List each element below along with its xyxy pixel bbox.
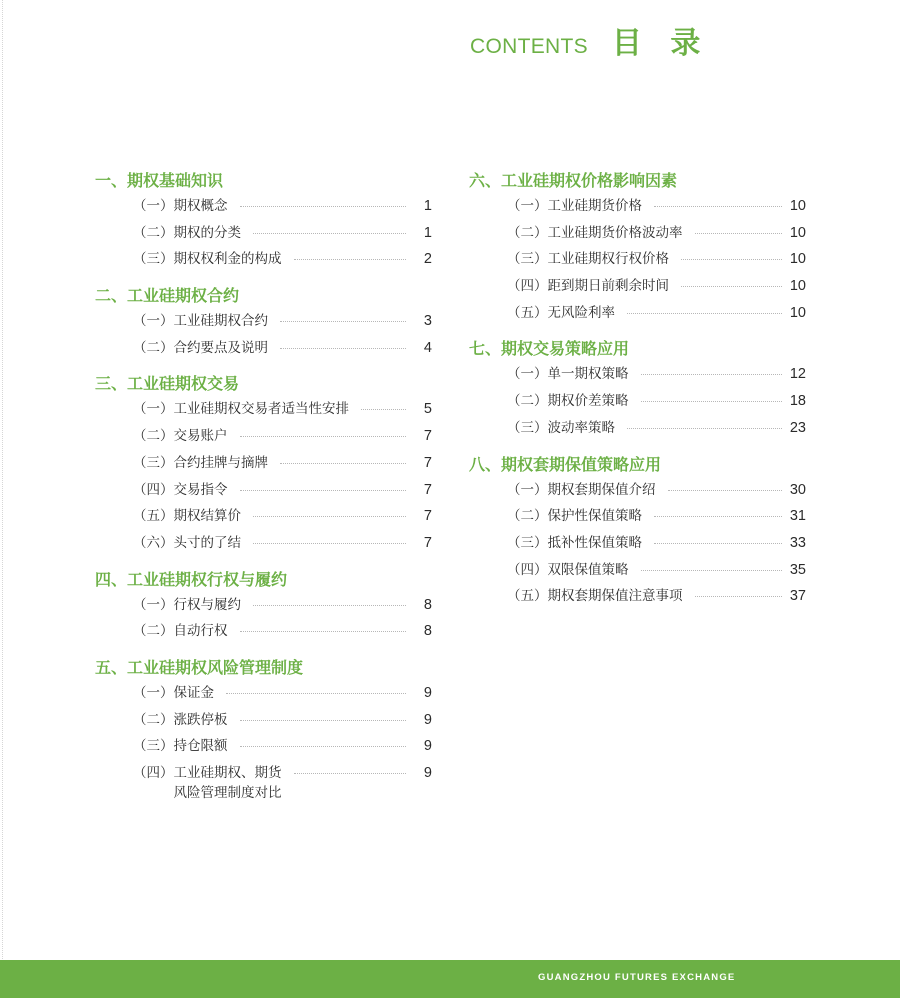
- toc-dot-leader: [253, 516, 406, 517]
- toc-dot-leader: [654, 516, 782, 517]
- toc-dot-leader: [253, 233, 406, 234]
- toc-entry[interactable]: [469, 506, 806, 533]
- toc-entry[interactable]: [95, 311, 432, 338]
- toc-dot-leader: [294, 259, 407, 260]
- toc-section-title[interactable]: 三、工业硅期权交易: [95, 374, 240, 394]
- toc-page-number: 7: [423, 534, 432, 551]
- toc-dot-leader: [240, 206, 407, 207]
- toc-dot-leader: [641, 570, 783, 571]
- toc-entry[interactable]: [95, 223, 432, 250]
- toc-page-number: 35: [789, 561, 806, 578]
- toc-page-number: 9: [423, 711, 432, 728]
- toc-entry[interactable]: [469, 303, 806, 330]
- contents-header: [470, 18, 709, 62]
- toc-entry-label: （一）行权与履约: [133, 596, 241, 613]
- toc-dot-leader: [654, 543, 782, 544]
- toc-entry[interactable]: [469, 533, 806, 560]
- toc-section: [95, 567, 432, 648]
- toc-dot-leader: [681, 259, 782, 260]
- toc-page-number: 23: [789, 419, 806, 436]
- toc-page-number: 8: [423, 596, 432, 613]
- toc-entry-label: （三）波动率策略: [507, 419, 615, 436]
- toc-dot-leader: [280, 348, 406, 349]
- toc-page-number: 3: [423, 313, 432, 330]
- toc-entry[interactable]: [95, 595, 432, 622]
- toc-page-number: 7: [423, 508, 432, 525]
- toc-dot-leader: [240, 720, 407, 721]
- toc-entry[interactable]: [469, 480, 806, 507]
- toc-section: [95, 168, 432, 276]
- toc-section-title[interactable]: 五、工业硅期权风险管理制度: [95, 657, 304, 677]
- toc-dot-leader: [253, 543, 406, 544]
- toc-entry[interactable]: [469, 223, 806, 250]
- toc-entry-label: （五）无风险利率: [507, 304, 615, 321]
- toc-dot-leader: [627, 428, 782, 429]
- toc-entry-label: （二）期权价差策略: [507, 393, 629, 410]
- toc-dot-leader: [668, 490, 783, 491]
- toc-page-number: 4: [423, 339, 432, 356]
- toc-entry[interactable]: [469, 249, 806, 276]
- toc-dot-leader: [240, 631, 407, 632]
- toc-dot-leader: [641, 401, 783, 402]
- toc-entry-label: （一）期权套期保值介绍: [507, 481, 656, 498]
- toc-dot-leader: [240, 490, 407, 491]
- toc-page-number: 30: [789, 481, 806, 498]
- toc-entry[interactable]: [469, 276, 806, 303]
- toc-entry-label: （三）期权权利金的构成: [133, 251, 282, 268]
- toc-entry[interactable]: [95, 480, 432, 507]
- toc-page-number: 5: [423, 401, 432, 418]
- toc-entry-label: （三）合约挂牌与摘牌: [133, 454, 268, 471]
- toc-section-title[interactable]: 一、期权基础知识: [95, 171, 224, 190]
- toc-page-number: 10: [789, 224, 806, 241]
- toc-entry-label: （一）工业硅期权合约: [133, 313, 268, 330]
- toc-entry[interactable]: [95, 249, 432, 276]
- toc-page-number: 18: [789, 393, 806, 410]
- toc-right-column: [469, 168, 806, 620]
- toc-dot-leader: [695, 596, 783, 597]
- toc-entry-label: （二）涨跌停板: [133, 711, 228, 728]
- toc-entry[interactable]: [95, 426, 432, 453]
- toc-page-number: 1: [423, 198, 432, 214]
- toc-entry-label: （一）工业硅期权交易者适当性安排: [133, 401, 349, 418]
- toc-entry-label: （一）单一期权策略: [507, 366, 629, 383]
- toc-entry[interactable]: [469, 364, 806, 391]
- toc-section-title[interactable]: 七、期权交易策略应用: [469, 339, 630, 359]
- toc-dot-leader: [654, 206, 782, 207]
- toc-section-title[interactable]: 六、工业硅期权价格影响因素: [469, 171, 678, 190]
- toc-left-column: [95, 168, 432, 810]
- toc-page-number: 37: [789, 588, 806, 605]
- toc-entry-label: （六）头寸的了结: [133, 534, 241, 551]
- toc-section: [469, 336, 806, 444]
- toc-entry[interactable]: [95, 736, 432, 763]
- toc-entry-label: （四）双限保值策略: [507, 561, 629, 578]
- toc-entry-label: （三）持仓限额: [133, 738, 228, 755]
- toc-dot-leader: [681, 286, 782, 287]
- toc-entry[interactable]: [469, 586, 806, 613]
- toc-entry[interactable]: [95, 453, 432, 480]
- toc-entry[interactable]: [95, 533, 432, 560]
- toc-section: [95, 371, 432, 559]
- toc-entry[interactable]: [95, 763, 432, 803]
- toc-dot-leader: [361, 409, 406, 410]
- toc-entry-label: （二）工业硅期货价格波动率: [507, 224, 683, 241]
- toc-entry-label: （二）保护性保值策略: [507, 508, 642, 525]
- contents-title-en: CONTENTS: [470, 35, 588, 58]
- toc-page-number: 10: [789, 251, 806, 268]
- toc-entry-label: （五）期权结算价: [133, 508, 241, 525]
- toc-entry-label: （五）期权套期保值注意事项: [507, 588, 683, 605]
- toc-entry-label: （三）工业硅期权行权价格: [507, 251, 669, 268]
- toc-page-number: 8: [423, 623, 432, 640]
- toc-entry[interactable]: [95, 399, 432, 426]
- toc-entry[interactable]: [95, 196, 432, 223]
- toc-section-title[interactable]: 八、期权套期保值策略应用: [469, 454, 662, 474]
- toc-page-number: 9: [423, 738, 432, 755]
- page-edge-divider: [2, 0, 3, 961]
- toc-entry[interactable]: [469, 391, 806, 418]
- toc-section-title[interactable]: 二、工业硅期权合约: [95, 286, 240, 306]
- toc-page-number: 9: [423, 765, 432, 781]
- toc-entry-label: （二）交易账户: [133, 428, 228, 445]
- toc-page-number: 7: [423, 454, 432, 471]
- toc-entry-label: （二）期权的分类: [133, 224, 241, 241]
- toc-section-title[interactable]: 四、工业硅期权行权与履约: [95, 569, 288, 589]
- toc-entry[interactable]: [95, 621, 432, 648]
- toc-entry-label: （四）工业硅期权、期货 风险管理制度对比: [133, 765, 282, 801]
- toc-entry-label: （一）保证金: [133, 684, 214, 701]
- toc-dot-leader: [280, 321, 406, 322]
- toc-entry[interactable]: [95, 338, 432, 365]
- toc-entry-label: （三）抵补性保值策略: [507, 534, 642, 551]
- toc-entry[interactable]: [95, 683, 432, 710]
- toc-dot-leader: [280, 463, 406, 464]
- footer-exchange-name: GUANGZHOU FUTURES EXCHANGE: [538, 972, 736, 983]
- toc-entry-label: （四）交易指令: [133, 481, 228, 498]
- toc-dot-leader: [240, 746, 407, 747]
- toc-entry-label: （一）工业硅期货价格: [507, 198, 642, 214]
- toc-dot-leader: [695, 233, 783, 234]
- toc-entry[interactable]: [469, 196, 806, 223]
- toc-page-number: 12: [789, 366, 806, 383]
- toc-entry[interactable]: [469, 560, 806, 587]
- toc-section: [469, 168, 806, 329]
- toc-page-number: 10: [789, 304, 806, 321]
- toc-entry[interactable]: [469, 418, 806, 445]
- toc-page-number: 33: [789, 534, 806, 551]
- toc-dot-leader: [641, 374, 783, 375]
- toc-page-number: 2: [423, 251, 432, 268]
- toc-dot-leader: [294, 773, 407, 774]
- toc-page-number: 7: [423, 428, 432, 445]
- toc-dot-leader: [627, 313, 782, 314]
- toc-page-number: 10: [789, 198, 806, 214]
- toc-entry-label: （四）距到期日前剩余时间: [507, 278, 669, 295]
- toc-page-number: 10: [789, 278, 806, 295]
- toc-page-number: 7: [423, 481, 432, 498]
- toc-dot-leader: [253, 605, 406, 606]
- toc-section: [95, 655, 432, 803]
- toc-entry-label: （二）自动行权: [133, 623, 228, 640]
- toc-entry-label: （二）合约要点及说明: [133, 339, 268, 356]
- footer-bar: [0, 960, 900, 998]
- toc-dot-leader: [226, 693, 406, 694]
- toc-page-number: 1: [423, 224, 432, 241]
- toc-entry[interactable]: [95, 710, 432, 737]
- toc-section: [95, 283, 432, 364]
- toc-entry-label: （一）期权概念: [133, 198, 228, 214]
- toc-page-number: 31: [789, 508, 806, 525]
- toc-page-number: 9: [423, 684, 432, 701]
- toc-dot-leader: [240, 436, 407, 437]
- toc-entry[interactable]: [95, 506, 432, 533]
- contents-title-zh: 目 录: [611, 26, 710, 61]
- toc-section: [469, 452, 806, 613]
